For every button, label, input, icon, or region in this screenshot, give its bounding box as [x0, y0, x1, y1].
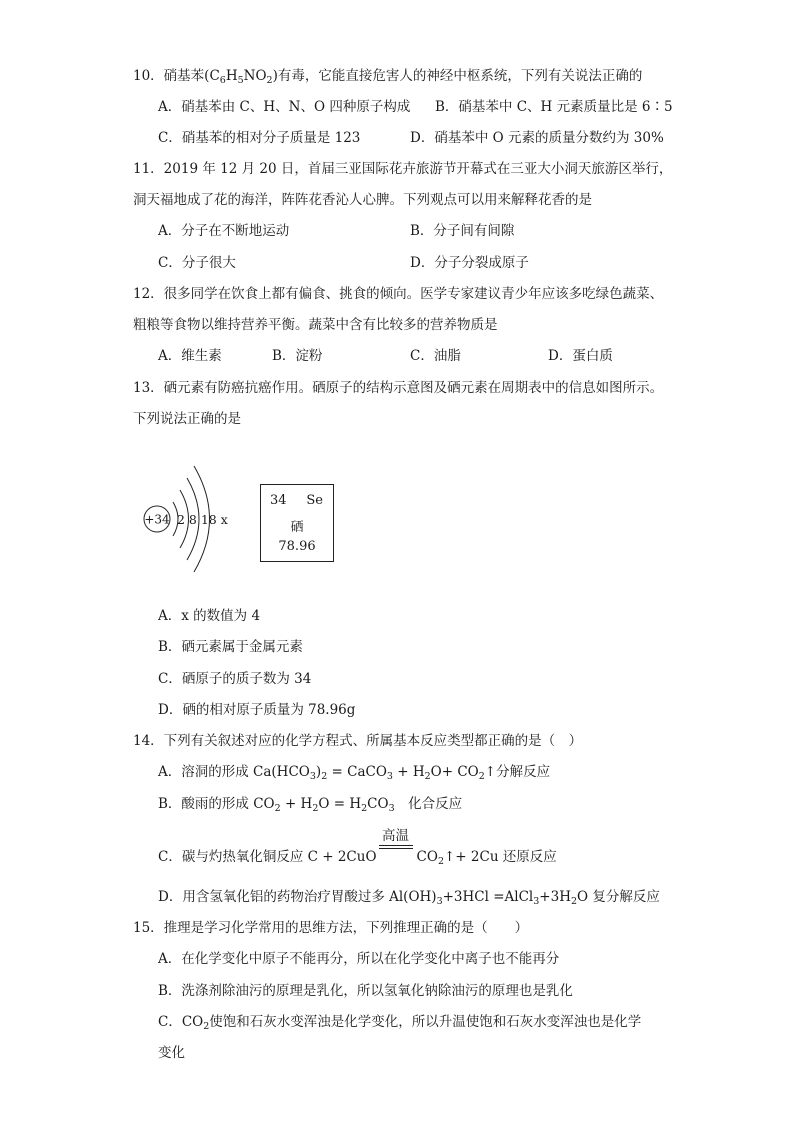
q14-stem: 14．下列有关叙述对应的化学方程式、所属基本反应类型都正确的是（ ）: [133, 733, 583, 749]
q11-stem-line1: 11．2019 年 12 月 20 日，首届三亚国际花卉旅游节开幕式在三亚大小洞天旅游区举行，: [133, 161, 673, 177]
atomic-mass: 78.96: [278, 539, 316, 554]
q14-option-b[interactable]: B．酸雨的形成 $CO_2 + H_2O = H_2CO_3$ 化合反应: [158, 796, 463, 814]
element-symbol: Se: [306, 493, 323, 508]
q15-option-b[interactable]: B．洗涤剂除油污的原理是乳化，所以氢氧化钠除油污的原理也是乳化: [158, 983, 573, 999]
q14-option-d[interactable]: D．用含氢氧化铝的药物治疗胃酸过多 $Al(OH)_3+3HCl$ $=AlCl_3+3H_2O$ 复分解反应: [158, 889, 660, 907]
reaction-condition: 高温: [379, 841, 413, 861]
q15-option-c-continued: 变化: [158, 1045, 185, 1061]
q12-option-d[interactable]: D．蛋白质: [548, 348, 613, 364]
nucleus-charge: +34: [144, 512, 170, 527]
q13-option-b[interactable]: B．硒元素属于金属元素: [158, 639, 303, 655]
atom-structure-diagram: [135, 452, 245, 582]
q12-option-b[interactable]: B．淀粉: [272, 348, 323, 364]
q11-option-a[interactable]: A．分子在不断地运动: [158, 223, 290, 239]
q11-option-c[interactable]: C．分子很大: [158, 255, 236, 271]
q10-option-c[interactable]: C．硝基苯的相对分子质量是 123: [158, 130, 361, 146]
q10-option-a[interactable]: A．硝基苯由 C、H、N、O 四种原子构成: [158, 99, 411, 115]
periodic-table-cell: [260, 484, 334, 562]
q11-stem-line2: 洞天福地成了花的海洋，阵阵花香沁人心脾。下列观点可以用来解释花香的是: [133, 192, 592, 208]
q12-option-a[interactable]: A．维生素: [158, 348, 222, 364]
q13-option-d[interactable]: D．硒的相对原子质量为 78.96g: [158, 702, 356, 718]
q13-option-c[interactable]: C．硒原子的质子数为 34: [158, 671, 312, 687]
q11-option-b[interactable]: B．分子间有间隙: [410, 223, 515, 239]
q15-option-a[interactable]: A．在化学变化中原子不能再分，所以在化学变化中离子也不能再分: [158, 951, 560, 967]
electron-shell-counts: 2 8 18 x: [177, 512, 228, 527]
element-name: 硒: [290, 520, 304, 535]
q13-option-a[interactable]: A．x 的数值为 4: [158, 608, 261, 624]
q14-option-c[interactable]: C．碳与灼热氧化铜反应 C + 2CuO 高温 $CO_2↑+ 2Cu$ 还原反应: [158, 828, 557, 867]
q12-stem-line2: 粗粮等食物以维持营养平衡。蔬菜中含有比较多的营养物质是: [133, 317, 498, 333]
q13-stem-line1: 13．硒元素有防癌抗癌作用。硒原子的结构示意图及硒元素在周期表中的信息如图所示。: [133, 380, 664, 396]
q15-option-c[interactable]: C．$CO_2$使饱和石灰水变浑浊是化学变化，所以升温使饱和石灰水变浑浊也是化学: [158, 1014, 642, 1032]
q10-stem: 10．硝基苯$(C_6H_5NO_2)$有毒，它能直接危害人的神经中枢系统，下列有关说法正确的: [133, 68, 643, 86]
q13-stem-line2: 下列说法正确的是: [133, 411, 241, 427]
q10-option-b[interactable]: B．硝基苯中 C、H 元素质量比是 6∶5: [435, 99, 673, 115]
q15-stem: 15．推理是学习化学常用的思维方法，下列推理正确的是（ ）: [133, 920, 529, 936]
q12-stem-line1: 12．很多同学在饮食上都有偏食、挑食的倾向。医学专家建议青少年应该多吃绿色蔬菜、: [133, 286, 664, 302]
atomic-number: 34: [270, 493, 287, 508]
q14-option-a[interactable]: A．溶洞的形成 $Ca(HCO_3)_2$ = CaCO$_3$ + $H_2O+$ $CO_2↑$分解反应: [158, 764, 551, 782]
q11-option-d[interactable]: D．分子分裂成原子: [410, 255, 529, 271]
q10-option-d[interactable]: D．硝基苯中 O 元素的质量分数约为 30%: [410, 130, 664, 146]
q12-option-c[interactable]: C．油脂: [410, 348, 461, 364]
